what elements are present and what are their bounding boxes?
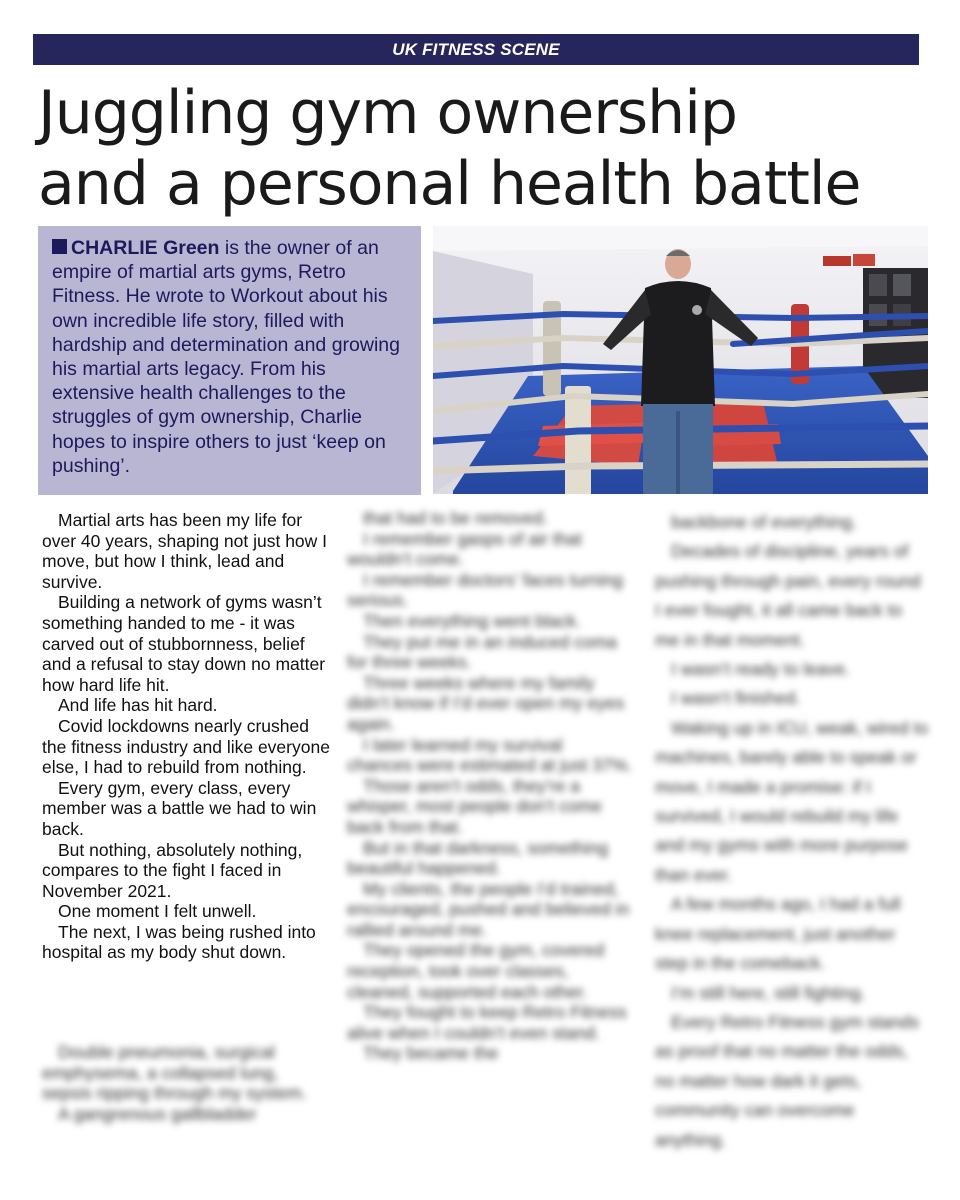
blurred-paragraph: I wasn’t ready to leave. [671, 659, 850, 680]
bullet-square-icon [52, 239, 67, 254]
paragraph: Covid lockdowns nearly crushed the fitness industry and like everyone else, I had to rebuild from nothing. [42, 715, 330, 778]
blurred-paragraph: that had to be removed. [363, 508, 548, 528]
paragraph: But nothing, absolutely nothing, compares to the fight I faced in November 2021. [42, 839, 303, 901]
headline-line-1: Juggling gym ownership [38, 78, 737, 148]
article-column-1 [42, 510, 332, 963]
standfirst-box [38, 226, 421, 495]
blurred-paragraph: They put me in an induced coma for three weeks. [347, 631, 617, 673]
boxing-ring-photo [433, 226, 928, 494]
blurred-paragraph: They fought to keep Retro Fitness alive when I couldn’t even stand. [347, 1002, 627, 1043]
blurred-paragraph: Three weeks where my family didn’t know if I’d ever open my eyes again. [347, 672, 625, 734]
standfirst-body: is the owner of an empire of martial arts gyms, Retro Fitness. He wrote to Workout about his own incredible life story, filled with hardship and determination and growing his martial arts legacy. From his extensive health challenges to the struggles of gym ownership, Charlie hopes to inspire others to just ‘keep on pushing’. [52, 237, 400, 477]
paragraph: Martial arts has been my life for over 40 years, shaping not just how I move, but how I think, lead and survive. [42, 510, 328, 592]
paragraph: Building a network of gyms wasn’t something handed to me - it was carved out of stubbornness, belief and a refusal to stay down no matter how hard life hit. [42, 592, 326, 695]
article-column-3-blurred [655, 508, 930, 1155]
headline [38, 78, 928, 220]
headline-line-2: and a personal health battle [38, 149, 861, 219]
section-banner: UK FITNESS SCENE [33, 34, 919, 65]
standfirst-lead: CHARLIE Green [71, 237, 220, 259]
blurred-paragraph: Double pneumonia, surgical emphysema, a collapsed lung, sepsis ripping through my system. [42, 1042, 307, 1104]
blurred-paragraph: My clients, the people I’d trained, encouraged, pushed and believed in rallied around me. [347, 878, 630, 940]
paragraph: Every gym, every class, every member was a battle we had to win back. [42, 777, 317, 839]
blurred-paragraph: Waking up in ICU, weak, wired to machines, barely able to speak or move, I made a promise: if I survived, I would rebuild my life and my gyms with more purpose than ever. [655, 717, 929, 885]
blurred-paragraph: But in that darkness, something beautiful happened. [347, 837, 609, 879]
blurred-paragraph: A few months ago, I had a full knee replacement, just another step in the comeback. [655, 894, 901, 974]
blurred-paragraph: I remember doctors’ faces turning serious. [347, 569, 624, 611]
blurred-paragraph: Every Retro Fitness gym stands as proof that no matter the odds, no matter how dark it gets, community can overcome anything. [655, 1011, 919, 1150]
blurred-paragraph: I’m still here, still fighting. [671, 982, 866, 1003]
blurred-paragraph: backbone of everything. [671, 512, 857, 532]
blurred-paragraph: A gangrenous gallbladder [58, 1103, 257, 1124]
blurred-paragraph: They became the [363, 1043, 499, 1064]
standfirst-text [52, 236, 411, 478]
blurred-paragraph: Decades of discipline, years of pushing through pain, every round I ever fought, it all came back to me in that moment. [655, 541, 921, 650]
blurred-paragraph: Those aren’t odds, they’re a whisper, most people don’t come back from that. [347, 775, 602, 837]
article-column-2-blurred [347, 508, 632, 1064]
blurred-paragraph: Then everything went black. [363, 610, 581, 631]
blurred-paragraph: They opened the gym, covered reception, took over classes, cleaned, supported each other. [347, 940, 605, 1002]
blurred-paragraph: I wasn’t finished. [671, 688, 801, 709]
paragraph: And life has hit hard. [58, 695, 218, 716]
paragraph: One moment I felt unwell. [58, 901, 257, 922]
blurred-paragraph: I remember gasps of air that wouldn’t come. [347, 528, 582, 570]
blurred-paragraph: I later learned my survival chances were estimated at just 37%. [347, 734, 633, 776]
paragraph: The next, I was being rushed into hospital as my body shut down. [42, 921, 316, 963]
article-photo [433, 226, 928, 494]
article-column-1-blurred [42, 1042, 332, 1124]
